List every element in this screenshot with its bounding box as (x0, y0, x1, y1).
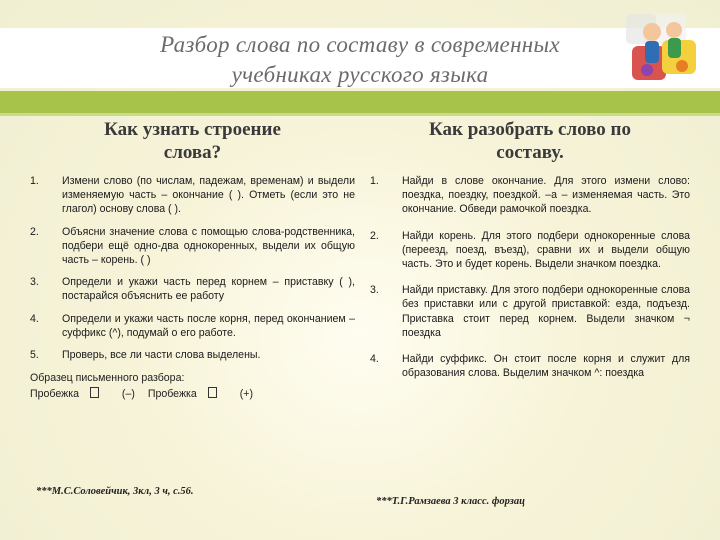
green-stripe (0, 113, 720, 116)
right-steps-list (370, 174, 690, 380)
sample-mark-b: (+) (239, 388, 253, 401)
list-item: 4. Определи и укажи часть после корня, перед окончанием – суффикс (^), подумай о его работе. (30, 312, 355, 339)
left-heading-line-1: Как узнать строение (104, 119, 281, 140)
sample-section (30, 370, 355, 402)
ending-box-icon (90, 387, 99, 398)
left-heading (30, 118, 355, 164)
list-item: 3. Найди приставку. Для этого подбери однокоренные слова без приставки или с другой приставкой: езда, подъезд. Приставка стоит перед корнем. Выдели значком ¬ поездка (370, 284, 690, 339)
list-item: 2. Найди корень. Для этого подбери однокоренные слова (переезд, поезд, въезд), сравни их и выдели общую часть. Это и будет корень. Выдели значком поездка. (370, 229, 690, 271)
left-column (30, 118, 355, 402)
list-item: 1. Найди в слове окончание. Для этого измени слово: поездка, поездку, поездкой. –а – изменяемая часть. Это окончание. Обведи рамочкой поездка. (370, 175, 690, 216)
left-heading-line-2: слова? (163, 142, 222, 163)
list-item: 2. Объясни значение слова с помощью слова-родственника, подбери ещё одно-два однокоренных, выдели их общую часть – корень. ( ) (30, 225, 355, 267)
title-line-1: Разбор слова по составу в современных (160, 32, 560, 57)
list-item: 4. Найди суффикс. Он стоит после корня и служит для образования слова. Выделим значком ^: поездка (370, 353, 690, 380)
list-item: 3. Определи и укажи часть перед корнем – приставку ( ), постарайся объяснить ее работу (30, 276, 355, 303)
list-item: 5. Проверь, все ли части слова выделены. (30, 349, 261, 362)
sample-title: Образец письменного разбора: (30, 372, 185, 385)
right-column (370, 118, 690, 392)
sample-row (30, 386, 355, 402)
sample-word-b: Пробежка (148, 388, 227, 400)
sample-mark-a: (–) (121, 388, 135, 401)
right-heading-line-2: составу. (496, 142, 564, 163)
left-source-note: ***М.С.Соловейчик, 3кл, 3 ч, с.56. (36, 486, 194, 497)
right-source-note: ***Т.Г.Рамзаева 3 класс. форзац (376, 496, 525, 507)
right-heading (370, 118, 690, 164)
sample-word-a: Пробежка (30, 388, 109, 400)
children-puzzle-logo-icon (612, 4, 712, 100)
title-line-2: учебниках русского языка (231, 62, 489, 87)
list-item: 1. Измени слово (по числам, падежам, временам) и выдели изменяемую часть – окончание ( ). Отметь (если это не глагол) основу слова ( ). (30, 175, 355, 216)
ending-box-icon (208, 387, 217, 398)
left-steps-list (30, 174, 355, 362)
right-heading-line-1: Как разобрать слово по (429, 119, 631, 140)
